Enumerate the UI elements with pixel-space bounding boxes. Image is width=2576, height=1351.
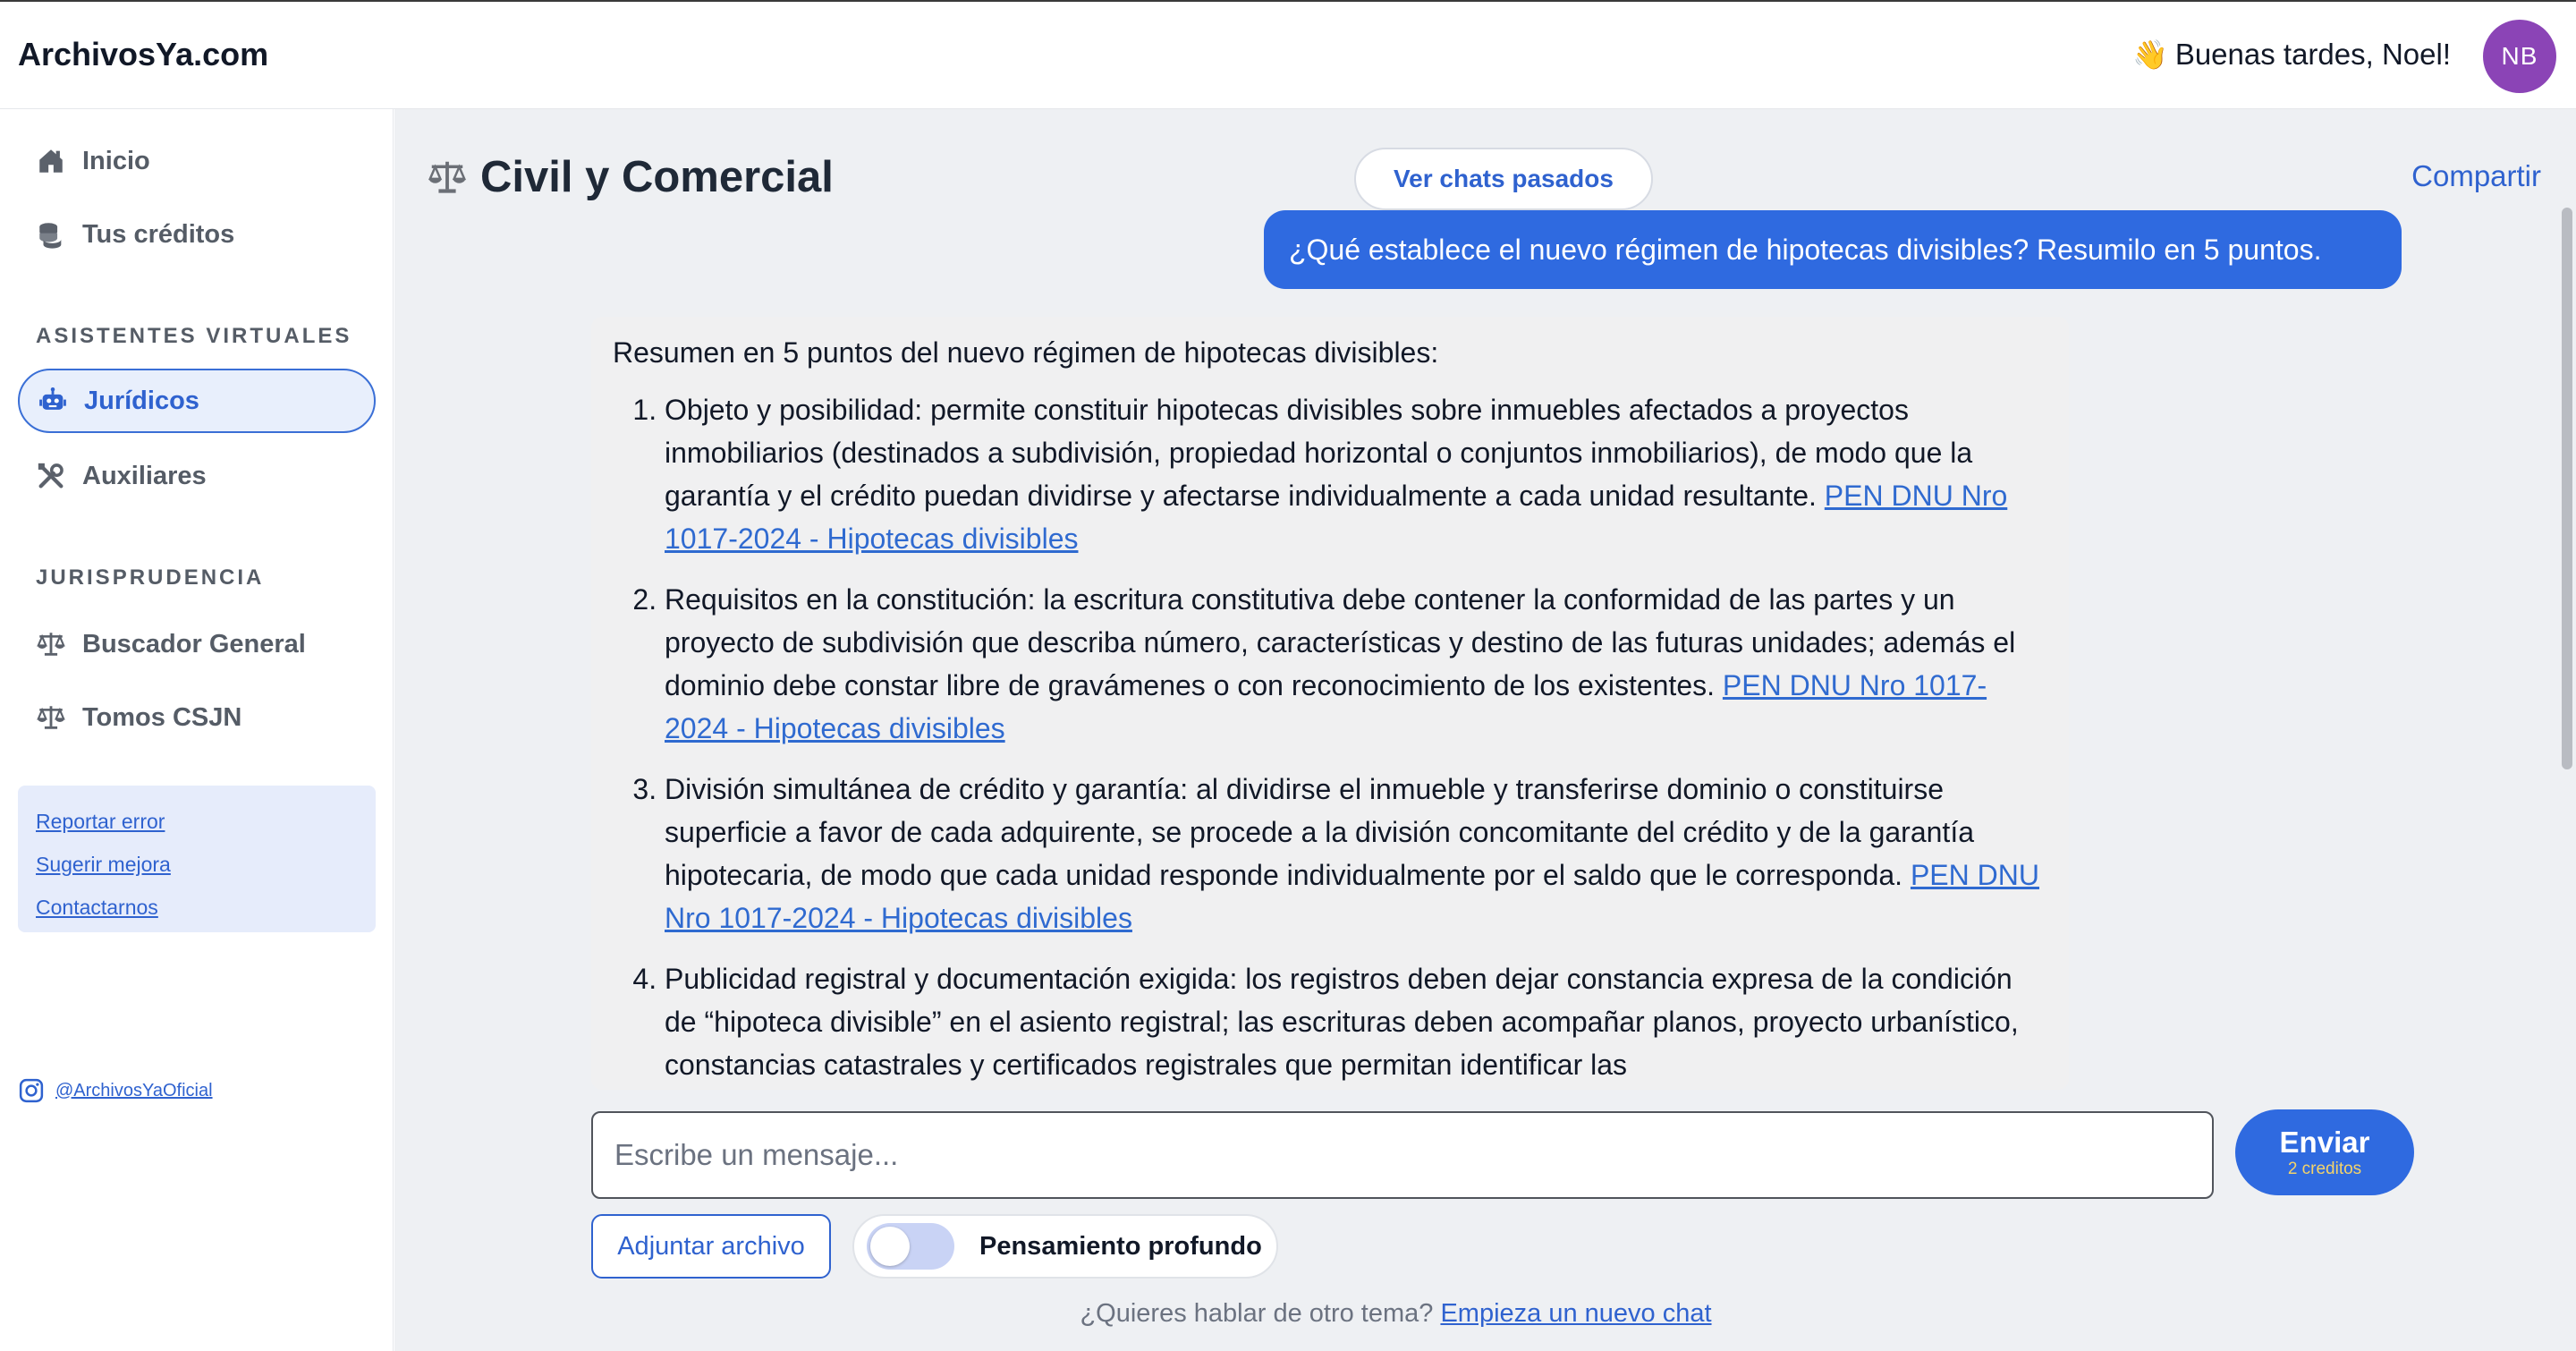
list-item [665,388,2047,560]
sidebar-item-label: Auxiliares [82,461,207,490]
new-chat-prompt [394,1299,2576,1329]
support-links [18,786,376,932]
scale-icon [36,629,66,659]
sidebar-item-creditos[interactable] [18,202,376,267]
attach-file-button[interactable]: Adjuntar archivo [591,1214,831,1279]
sidebar-item-label: Buscador General [82,629,306,659]
scale-icon [427,157,468,198]
avatar[interactable]: NB [2483,20,2556,93]
point-text: Publicidad registral y documentación exigida: los registros deben dejar constancia expresa de la condición de “hipoteca divisible” en el asiento registral; las escrituras deben acompañar planos, proyecto urbanístico, constancias catastrales y certificados registrales que permitan identificar las [665,963,2019,1081]
point-text: Requisitos en la constitución: la escritura constitutiva debe contener la conformidad de las partes y un proyecto de subdivisión que describa número, características y destino de las futuras unidades; además el dominio debe constar libre de gravámenes o con reconocimiento de los existentes. [665,583,2016,701]
sidebar-item-label: Tomos CSJN [82,702,242,732]
share-link[interactable]: Compartir [2411,159,2541,192]
sidebar [0,109,394,1351]
waving-hand-icon: 👋 [2131,38,2168,71]
section-jurisprudencia: JURISPRUDENCIA [36,565,265,590]
sidebar-item-buscador-general[interactable] [18,612,376,676]
source-link[interactable]: PEN DNU Nro 1017-2024 - Hipotecas divisibles [665,669,1987,744]
message-input[interactable] [614,1138,2212,1172]
assistant-message [591,317,2069,1090]
brand-logo[interactable]: ArchivosYa.com [18,36,269,72]
send-credits: 2 creditos [2287,1160,2362,1178]
report-error-link[interactable]: Reportar error [36,810,165,833]
chat-main [394,109,2576,1351]
user-message: ¿Qué establece el nuevo régimen de hipotecas divisibles? Resumilo en 5 puntos. [1264,210,2402,289]
summary-list [613,388,2047,1086]
instagram-link[interactable]: @ArchivosYaOficial [55,1080,213,1100]
deep-thinking-toggle-group [852,1214,1278,1279]
deep-thinking-label: Pensamiento profundo [979,1231,1262,1261]
coins-icon [36,219,66,250]
home-icon [36,146,66,176]
page-title-text: Civil y Comercial [480,153,834,201]
chat-scrollbar[interactable] [2562,208,2572,769]
top-header [0,0,2576,109]
instagram-icon[interactable] [18,1077,45,1104]
new-chat-question: ¿Quieres hablar de otro tema? [1080,1299,1441,1328]
list-item [665,578,2047,750]
list-item [665,768,2047,939]
sidebar-item-inicio[interactable] [18,129,376,193]
greeting-text: Buenas tardes, Noel! [2174,38,2451,71]
greeting [2132,38,2451,72]
sidebar-item-juridicos[interactable] [18,369,376,433]
point-text: División simultánea de crédito y garantía: al dividirse el inmueble y transferirse dominio o constituirse superficie a favor de cada adquirente, se procede a la división concomitante del crédito y de la garantía hipotecaria, de modo que cada unidad responde individualmente por el saldo que le corresponda. [665,773,1974,891]
message-input-wrapper [591,1111,2214,1199]
section-asistentes-virtuales: ASISTENTES VIRTUALES [36,324,352,348]
assistant-intro: Resumen en 5 puntos del nuevo régimen de hipotecas divisibles: [613,336,1439,369]
scale-icon [36,702,66,733]
contact-link[interactable]: Contactarnos [36,896,158,919]
suggest-improvement-link[interactable]: Sugerir mejora [36,853,171,876]
sidebar-item-label: Inicio [82,146,150,175]
point-text: Objeto y posibilidad: permite constituir hipotecas divisibles sobre inmuebles afectados a proyectos inmobiliarios (destinados a subdivisión, propiedad horizontal o conjuntos inmobiliarios), de modo que la garantía y el crédito puedan dividirse y afectarse individualmente a cada unidad resultante. [665,394,1973,512]
new-chat-link[interactable]: Empieza un nuevo chat [1440,1299,1712,1328]
past-chats-button[interactable]: Ver chats pasados [1354,148,1653,210]
source-link[interactable]: PEN DNU Nro 1017-2024 - Hipotecas divisibles [665,480,2008,555]
toggle-knob [870,1227,910,1266]
source-link[interactable]: PEN DNU Nro 1017-2024 - Hipotecas divisibles [665,859,2039,934]
sidebar-item-tomos-csjn[interactable] [18,685,376,750]
list-item [665,957,2047,1086]
tools-icon [36,461,66,491]
robot-icon [38,386,68,416]
deep-thinking-toggle[interactable] [867,1223,954,1270]
sidebar-item-auxiliares[interactable] [18,444,376,508]
send-button[interactable] [2235,1109,2414,1195]
sidebar-item-label: Jurídicos [84,386,199,415]
page-title [427,152,834,202]
instagram-social [18,1077,213,1104]
send-button-label: Enviar [2279,1126,2370,1159]
sidebar-item-label: Tus créditos [82,219,235,249]
